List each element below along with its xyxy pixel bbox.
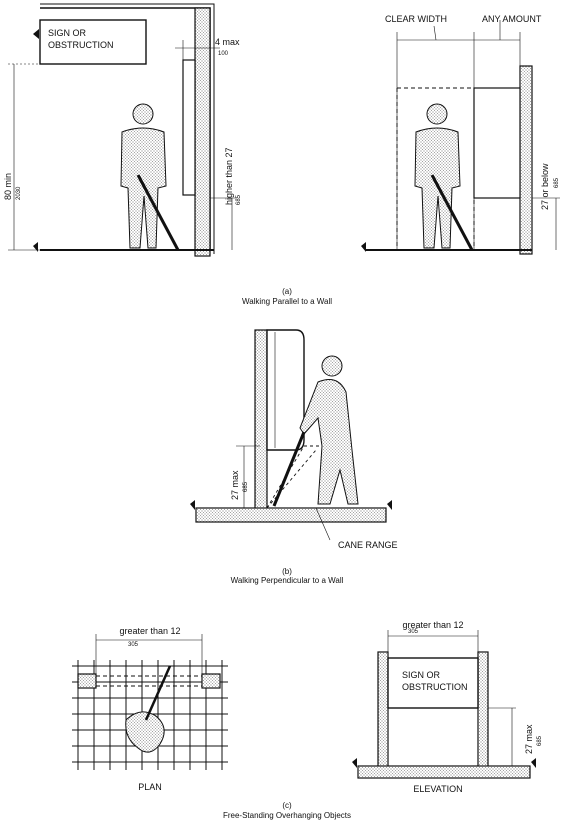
dim-4max-label: 4 max: [215, 37, 240, 47]
plan-label: PLAN: [138, 782, 162, 792]
elev-27max-mm: 685: [537, 735, 543, 746]
sign-label-line2: OBSTRUCTION: [48, 40, 114, 50]
fig-b: [190, 330, 392, 540]
fig-b-caption: Walking Perpendicular to a Wall: [230, 576, 344, 585]
wall-mounted-object: [183, 60, 195, 195]
person-a-right: [415, 104, 472, 250]
elev-dim-label: greater than 12: [402, 620, 464, 630]
dim-27max-b-mm: 685: [243, 481, 249, 492]
elevation-label: ELEVATION: [413, 784, 463, 794]
elev-sign-line2: OBSTRUCTION: [402, 682, 468, 692]
fig-a-right: [361, 20, 560, 254]
dim-4max-mm: 100: [218, 51, 229, 57]
dim-27below-label: 27 or below: [540, 163, 550, 210]
elev-floor-slab: [358, 766, 530, 778]
elev-post-right: [478, 652, 488, 768]
plan-overhang-outline: [96, 676, 202, 686]
plan-dim-label: greater than 12: [119, 626, 181, 636]
fig-a-letter: (a): [282, 287, 292, 296]
fig-a-right-labels: [385, 14, 560, 210]
dim-80min-mm: 2030: [16, 186, 22, 200]
elev-dim-mm: 305: [408, 629, 419, 635]
elev-sign-line1: SIGN OR: [402, 670, 441, 680]
fig-b-letter: (b): [282, 567, 292, 576]
wall-right-panel: [520, 66, 532, 254]
dim-80min-label: 80 min: [3, 172, 13, 200]
elev-27max-label: 27 max: [524, 724, 534, 754]
floor-slab-b: [196, 508, 386, 522]
dim-27max-b-label: 27 max: [230, 470, 240, 500]
person-a-left: [121, 104, 178, 250]
clear-width-label: CLEAR WIDTH: [385, 14, 448, 24]
plan-dim-mm: 305: [128, 642, 139, 648]
fig-c-caption: Free-Standing Overhanging Objects: [222, 811, 352, 820]
dim-27below-mm: 685: [554, 177, 560, 188]
protruding-sign-b: [267, 330, 304, 450]
fig-c-plan: [72, 634, 228, 770]
dim-higher27-label: higher than 27: [224, 147, 234, 205]
fig-c-letter: (c): [282, 801, 292, 810]
dim-higher27-mm: 685: [236, 194, 242, 205]
fig-a-left: [8, 4, 236, 256]
wall-b: [255, 330, 267, 510]
cane-range-label: CANE RANGE: [338, 540, 398, 550]
any-amount-label: ANY AMOUNT: [482, 14, 542, 24]
fig-a-caption: Walking Parallel to a Wall: [241, 297, 333, 306]
fig-c-elevation: [352, 630, 536, 778]
elev-post-left: [378, 652, 388, 768]
sign-label-line1: SIGN OR: [48, 28, 87, 38]
